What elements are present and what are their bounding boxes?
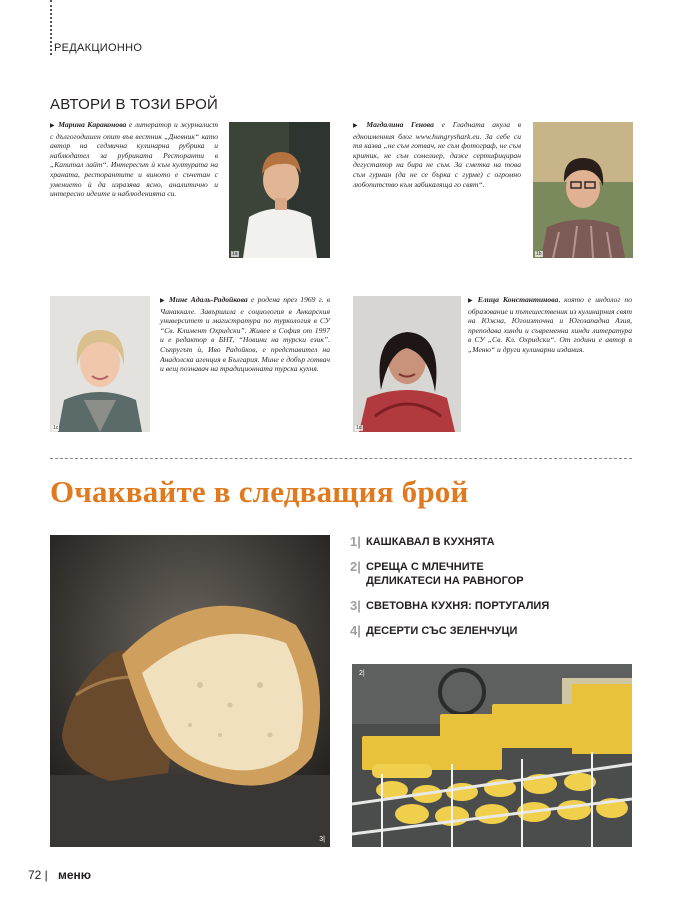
author-text: е родена през 1969 г. в Чанаккале. Завършила е социология в Анкарския университет и магистратура по туркология в СУ “Св. Климент Охридски”. Живее в София от 1997 и е редактор в БНТ, “Новини на турски език”. Съпругът ѝ, Иво Радойков, е представител на Анадолска агенция в България. Мине е добър готвач и вещ познавач на традиционната турска кухня. xyxy=(160,295,330,374)
next-issue-heading: Очаквайте в следващия брой xyxy=(50,474,469,509)
author-bio-4 xyxy=(468,295,632,355)
next-issue-list xyxy=(350,535,640,649)
author-photo-2 xyxy=(533,122,633,258)
author-photo-1 xyxy=(229,122,330,258)
magazine-name: меню xyxy=(58,868,92,882)
photo-number: 1c xyxy=(53,425,59,431)
author-name: Марина Караконова xyxy=(58,120,127,129)
author-text: е литератор и журналист с дългогодишен опит във вестник „Дневник“ като автор на седмична кулинарна рубрика и наблюдател за рубриката Ресторанти в „Капитал лайт“. Интересът ѝ към културата на храната, ресторантите и виното е съчетан с умението ѝ да изразява ясно, аналитично и интересно идеите и наблюденията си. xyxy=(50,120,218,199)
bullet-arrow-icon: ▶ xyxy=(50,123,56,129)
author-name: Елица Константинова xyxy=(477,295,559,304)
photo-number: 2| xyxy=(359,670,365,677)
list-item xyxy=(350,599,640,613)
author-photo-4 xyxy=(353,296,461,432)
item-number: 3| xyxy=(350,598,361,613)
photo-number: 1b xyxy=(536,251,542,257)
bullet-arrow-icon: ▶ xyxy=(353,123,364,129)
author-bio-2 xyxy=(353,120,521,189)
item-title: КАШКАВАЛ В КУХНЯТА xyxy=(366,536,495,548)
author-name: Мине Адаль-Радойкова xyxy=(168,295,248,304)
item-title: СРЕЩА С МЛЕЧНИТЕ ДЕЛИКАТЕСИ НА РАВНОГОР xyxy=(366,561,524,587)
section-divider xyxy=(50,458,632,459)
item-number: 4| xyxy=(350,623,361,638)
photo-number: 3| xyxy=(319,836,325,843)
bullet-arrow-icon: ▶ xyxy=(160,298,166,304)
item-number: 2| xyxy=(350,559,361,574)
item-number: 1| xyxy=(350,534,361,549)
author-bio-1 xyxy=(50,120,218,199)
bullet-arrow-icon: ▶ xyxy=(468,298,475,304)
author-name: Магдалина Генова xyxy=(366,120,434,129)
section-label: РЕДАКЦИОННО xyxy=(54,42,143,54)
author-text: е Гладната акула в едноименния блог www.hungryshark.eu. За себе си тя казва „не съм готвач, не съм фотограф, не съм критик, не съм сомелиер, даже сертифициран дегустатор на бира не съм. За сметка на това съм гурман (да не се бърка с гурме) с огромно любопитство към забикаляща го свят“. xyxy=(353,120,521,189)
author-photo-3 xyxy=(50,296,150,432)
authors-heading: АВТОРИ В ТОЗИ БРОЙ xyxy=(50,96,219,113)
list-item xyxy=(350,624,640,638)
author-text: , която е индолог по образование и пътешественик из кулинарния свят на Южна, Югоизточна и Югозападна Азия, преподава хинди и съвременна хинди литература в СУ „Св. Кл. Охридски“. От години е автор в „Меню“ и други кулинарни издания. xyxy=(468,295,632,354)
item-title: СВЕТОВНА КУХНЯ: ПОРТУГАЛИЯ xyxy=(366,600,550,612)
author-bio-3 xyxy=(160,295,330,374)
page-number: 72 | xyxy=(28,868,48,882)
item-title: ДЕСЕРТИ СЪС ЗЕЛЕНЧУЦИ xyxy=(366,625,518,637)
dotted-divider xyxy=(50,0,52,55)
list-item xyxy=(350,560,640,588)
list-item xyxy=(350,535,640,549)
bread-photo xyxy=(50,535,330,847)
photo-number: 1a xyxy=(232,251,238,257)
cheese-photo xyxy=(352,664,632,847)
photo-number: 1d xyxy=(356,425,362,431)
